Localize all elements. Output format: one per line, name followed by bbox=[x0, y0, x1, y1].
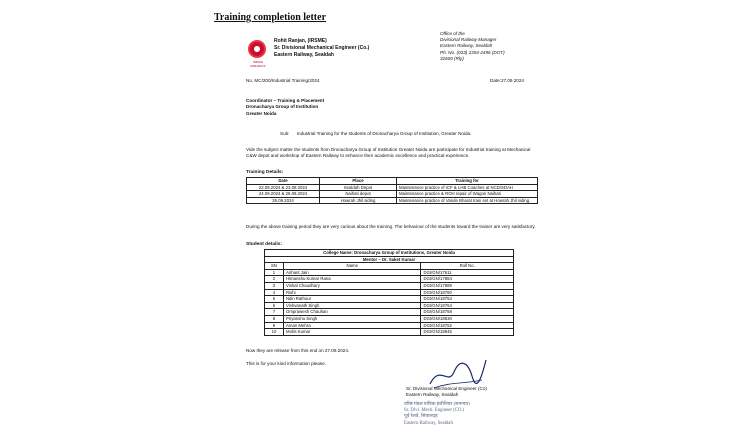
table-cell: 7 bbox=[265, 309, 284, 316]
sender-block bbox=[274, 38, 369, 59]
table-cell: DGI/GN/18945 bbox=[421, 329, 514, 336]
table-cell: Aman Mehra bbox=[284, 322, 421, 329]
table-cell: Sealdah Depot bbox=[320, 184, 397, 191]
column-header: SN bbox=[265, 263, 284, 270]
addressee-line: Coordinator – Training & Placement bbox=[246, 98, 325, 103]
table-cell: Nitin Rathour bbox=[284, 296, 421, 303]
table-row bbox=[247, 184, 538, 191]
addressee-line: Greater Noida bbox=[246, 110, 277, 116]
table-cell: DGI/GN/17889 bbox=[421, 282, 514, 289]
column-header: Training for bbox=[397, 178, 538, 185]
addressee-block bbox=[246, 98, 324, 117]
office-phone: Ph. No. (033) 2354-2496 (DOT) bbox=[440, 49, 505, 55]
letter-date: Date:27.09.2024 bbox=[490, 78, 524, 83]
table-row bbox=[265, 269, 514, 276]
sender-org: Eastern Railway, Sealdah bbox=[274, 52, 334, 58]
letter-page bbox=[190, 4, 570, 438]
table-header-row bbox=[247, 178, 538, 185]
table-cell: 24.09.2024 & 25.09.2024 bbox=[247, 191, 320, 198]
table-cell: Vishal Chaudhary bbox=[284, 282, 421, 289]
office-block bbox=[440, 31, 505, 62]
document-title: Training completion letter bbox=[214, 12, 327, 23]
logo-caption: INDIAN RAILWAYS bbox=[250, 60, 266, 68]
table-row bbox=[265, 329, 514, 336]
office-phone-rly: 32600 (Rly) bbox=[440, 55, 464, 61]
table-cell: DGI/GN/18764 bbox=[421, 302, 514, 309]
table-cell: Arihant Jain bbox=[284, 269, 421, 276]
release-note: Now they are release from this end on 27.09.2024. bbox=[246, 348, 350, 353]
student-table bbox=[264, 249, 514, 336]
stamp-line: Sr. Divl. Mech. Engineer (CO.) bbox=[404, 408, 465, 414]
student-details-label: Student details: bbox=[246, 242, 282, 247]
column-header: Roll No. bbox=[421, 263, 514, 270]
column-header: Place bbox=[320, 178, 397, 185]
column-header: Name bbox=[284, 263, 421, 270]
table-header-row bbox=[265, 256, 514, 263]
table-cell: Naihati depot bbox=[320, 191, 397, 198]
table-cell: DGI/GN/18630 bbox=[421, 315, 514, 322]
office-line: Divisional Railway Manager bbox=[440, 37, 497, 43]
table-cell: 26.09.2024 bbox=[247, 197, 320, 204]
table-cell: Mohit Kumar bbox=[284, 329, 421, 336]
addressee-line: Dronacharya Group of Institution bbox=[246, 104, 319, 110]
training-details-label: Training Details: bbox=[246, 170, 284, 175]
behaviour-paragraph: During the above training period they are very curious about the training. The behaviour of the students toward the trainer are very satisfactory. bbox=[246, 224, 536, 229]
table-cell: Maintenance practice & ROH repair of Wagon Naihati bbox=[397, 191, 538, 198]
table-cell: 5 bbox=[265, 296, 284, 303]
table-cell: Maintenance practice of Vande Bharat train set at Howrah Jhil siding. bbox=[397, 197, 538, 204]
table-cell: 4 bbox=[265, 289, 284, 296]
table-cell: DGI/GN/18760 bbox=[421, 289, 514, 296]
office-line: Office of the bbox=[440, 31, 465, 36]
table-row bbox=[265, 282, 514, 289]
table-row bbox=[265, 322, 514, 329]
intro-paragraph: Vide the subject matter the students from Dronacharya Group of Institution Greater Noida are participate for Industrial training at Mechanical C&W depot and workshop of Eastern Railway to enhance their academic excellence and practical experience. bbox=[246, 147, 531, 159]
railway-logo-icon bbox=[248, 40, 266, 58]
reference-number: No. MC/200/Industrial Training/2024 bbox=[246, 78, 320, 83]
table-cell: Howrah Jhil siding bbox=[320, 197, 397, 204]
table-cell: DGI/GN/18752 bbox=[421, 322, 514, 329]
official-stamp bbox=[404, 402, 470, 427]
subject-line bbox=[280, 131, 477, 136]
table-cell: DGI/GN/17611 bbox=[421, 269, 514, 276]
table-header-row bbox=[265, 250, 514, 257]
table-cell: Priyanshu Singh bbox=[284, 315, 421, 322]
table-cell: Omprawesh Chauhan bbox=[284, 309, 421, 316]
signer-org: Eastern Railway, Sealdah bbox=[406, 392, 459, 398]
table-cell: 22.09.2024 & 23.09.2024 bbox=[247, 184, 320, 191]
table-row bbox=[247, 197, 538, 204]
table-cell: DGI/GN/18754 bbox=[421, 296, 514, 303]
table-cell: 8 bbox=[265, 315, 284, 322]
table-cell: 6 bbox=[265, 302, 284, 309]
stamp-line: वरिष्ठ मंडल यांत्रिक इंजीनियर (समन्वय) bbox=[404, 402, 470, 407]
table-row bbox=[265, 309, 514, 316]
table-row bbox=[265, 315, 514, 322]
stamp-line: पूर्व रेलवे, सियालदह bbox=[404, 414, 438, 420]
table-header-row bbox=[265, 263, 514, 270]
table-cell: Vishvanath Singh bbox=[284, 302, 421, 309]
subject-label: Sub: bbox=[280, 131, 290, 136]
mentor-name: Mentor – Dr. Saket Kumar bbox=[265, 256, 514, 263]
training-table bbox=[246, 177, 538, 204]
table-row bbox=[265, 276, 514, 283]
table-cell: Himanshu Kumar Rana bbox=[284, 276, 421, 283]
info-note: This is for your kind information please. bbox=[246, 361, 326, 366]
table-cell: 9 bbox=[265, 322, 284, 329]
table-cell: DGI/GN/18758 bbox=[421, 309, 514, 316]
signer-designation: Sr. Divisional Mechanical Engineer (Co) bbox=[406, 386, 487, 391]
column-header: Date bbox=[247, 178, 320, 185]
table-row bbox=[247, 191, 538, 198]
college-name: College Name: Dronacharya Group of Institutions, Greater Noida bbox=[265, 250, 514, 257]
subject-text: Industrial Training for the students of Dronacharya Group of Institution, Greater Noida. bbox=[296, 131, 472, 136]
table-row bbox=[265, 289, 514, 296]
table-cell: Rishi bbox=[284, 289, 421, 296]
office-line: Eastern Railway, Sealdah bbox=[440, 43, 493, 49]
table-cell: 3 bbox=[265, 282, 284, 289]
sender-name: Rohit Ranjan, (IRSME) bbox=[274, 38, 327, 44]
table-cell: 10 bbox=[265, 329, 284, 336]
table-cell: 1 bbox=[265, 269, 284, 276]
table-cell: DGI/GN/17884 bbox=[421, 276, 514, 283]
table-row bbox=[265, 296, 514, 303]
sender-designation: Sr. Divisional Mechanical Engineer (Co.) bbox=[274, 45, 370, 51]
table-row bbox=[265, 302, 514, 309]
signer-block bbox=[406, 386, 487, 399]
stamp-line: Eastern Railway, Sealdah bbox=[404, 420, 453, 426]
table-cell: 2 bbox=[265, 276, 284, 283]
table-cell: Maintenance practice of ICF & LHB Coaches at NCD/SDAH bbox=[397, 184, 538, 191]
